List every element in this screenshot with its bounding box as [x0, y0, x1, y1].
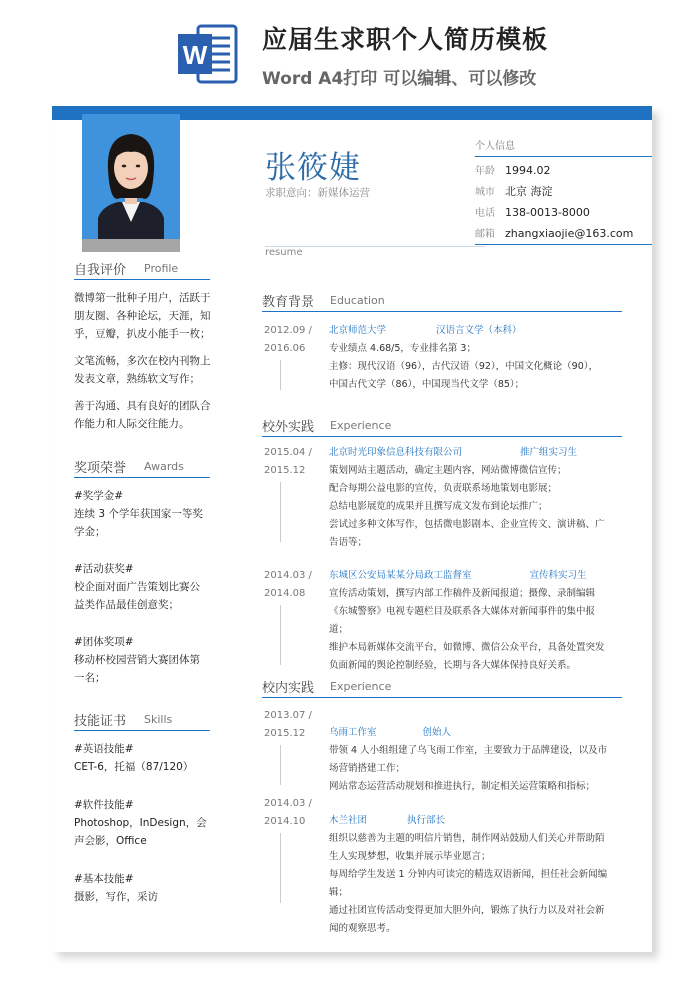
info-row-email [475, 225, 633, 240]
entry-line: 维护本局新媒体交流平台，如微博、微信公众平台，具备处置突发 [329, 642, 605, 653]
skill-group [74, 796, 212, 850]
education-section-header [262, 290, 622, 312]
entry-line: 组织以慈善为主题的明信片销售，制作网站鼓励人们关心并帮助陌 [329, 833, 605, 844]
info-row-phone [475, 204, 590, 219]
external-section-header [262, 415, 622, 437]
info-heading: 个人信息 [475, 141, 515, 152]
entry-line: 网站常态运营活动规划和推进执行，制定相关运营策略和指标； [329, 781, 596, 792]
company-name: 东城区公安局某某分局政工监督室 [329, 570, 472, 581]
date-start: 2012.09 / [264, 325, 312, 336]
award-line: #活动获奖# [74, 563, 134, 575]
company-name: 北京时光印象信息科技有限公司 [329, 447, 463, 458]
external-title-cn: 校外实践 [262, 420, 315, 435]
experience-entry [329, 724, 625, 796]
info-label: 年龄 [475, 166, 495, 177]
entry-line: 策划网站主题活动，确定主题内容，网站微博微信宣传； [329, 465, 567, 476]
date-end: 2014.08 [264, 588, 306, 599]
job-role: 创始人 [422, 727, 452, 738]
award-group [74, 487, 212, 541]
entry-line: 总结电影展览的成果并且撰写成文发布到论坛推广； [329, 501, 548, 512]
date-start: 2015.04 / [264, 447, 312, 458]
awards-title-en: Awards [144, 460, 184, 473]
skill-line: Photoshop，InDesign，会 [74, 817, 207, 829]
timeline-line [280, 605, 281, 665]
internal-title-cn: 校内实践 [262, 681, 315, 696]
profile-line: 微博第一批种子用户，活跃于 [74, 292, 211, 304]
info-row-age [475, 162, 551, 177]
info-row-city [475, 183, 553, 199]
education-entry [329, 322, 625, 394]
entry-line: 中国古代文学（86），中国现当代文学（85）； [329, 379, 525, 390]
info-divider [475, 156, 652, 157]
profile-line: 乎，豆瓣，扒皮小能手一枚； [74, 328, 211, 340]
entry-line: 配合每期公益电影的宣传，负责联系场地策划电影展； [329, 483, 558, 494]
experience-entry [329, 812, 625, 938]
award-group [74, 560, 212, 614]
timeline-line [280, 360, 281, 390]
entry-line: 场营销搭建工作； [329, 763, 406, 774]
date-start: 2014.03 / [264, 798, 312, 809]
profile-paragraph [74, 352, 212, 388]
experience-date [264, 567, 324, 603]
date-end: 2016.06 [264, 343, 306, 354]
awards-title-cn: 奖项荣誉 [74, 461, 127, 476]
award-line: 校企面对面广告策划比赛公 [74, 581, 200, 593]
entry-line: 生人实现梦想，收集并展示毕业愿言； [329, 851, 491, 862]
skill-line: 声会影，Office [74, 835, 147, 847]
skill-group [74, 740, 212, 776]
email-link[interactable]: zhangxiaojie@163.com [505, 227, 634, 240]
skills-section-header [74, 709, 210, 731]
education-title-en: Education [330, 294, 385, 307]
date-end: 2015.12 [264, 728, 306, 739]
info-label: 邮箱 [475, 229, 495, 240]
job-role: 宣传科实习生 [529, 570, 587, 581]
profile-line: 朋友圈、各种论坛，天涯，知 [74, 310, 211, 322]
major: 汉语言文学（本科） [436, 325, 522, 336]
info-value: 138-0013-8000 [505, 206, 590, 219]
profile-line: 善于沟通、具有良好的团队合 [74, 400, 211, 412]
skill-line: #软件技能# [74, 799, 134, 811]
info-value: 北京 海淀 [505, 185, 553, 198]
candidate-name: 张筱婕 [265, 150, 361, 186]
profile-line: 发表文章，熟练软文写作； [74, 373, 200, 385]
club-name: 木兰社团 [329, 815, 368, 826]
job-role: 推广组实习生 [520, 447, 578, 458]
experience-entry [329, 567, 625, 675]
avatar-photo [82, 114, 180, 239]
entry-line: 带领 4 人小组组建了乌飞雨工作室，主要致力于品牌建设，以及市 [329, 745, 608, 756]
skill-group [74, 870, 212, 906]
profile-line: 文笔流畅，多次在校内刊物上 [74, 355, 211, 367]
school-name: 北京师范大学 [329, 325, 387, 336]
experience-date [264, 795, 324, 831]
award-line: 连续 3 个学年获国家一等奖 [74, 508, 203, 520]
profile-paragraph [74, 397, 212, 433]
education-title-cn: 教育背景 [262, 295, 315, 310]
internal-section-header [262, 676, 622, 698]
info-value: 1994.02 [505, 164, 551, 177]
job-intent: 求职意向：新媒体运营 [265, 187, 370, 199]
experience-date [264, 707, 324, 743]
entry-line: 《东城警察》电视专题栏目及联系各大媒体对新闻事件的集中报 [329, 606, 596, 617]
profile-title-cn: 自我评价 [74, 263, 127, 278]
info-divider-bottom [475, 244, 652, 245]
timeline-line [280, 482, 281, 542]
awards-section-header [74, 456, 210, 478]
timeline-line [280, 745, 281, 785]
entry-line: 负面新闻的舆论控制经验，长期与各大媒体保持良好关系。 [329, 660, 577, 671]
skill-line: #基本技能# [74, 873, 134, 885]
entry-line: 道； [329, 624, 349, 635]
skill-line: 摄影，写作，采访 [74, 891, 158, 903]
skills-title-en: Skills [144, 713, 173, 726]
entry-line: 通过社团宣传活动变得更加大胆外向，锻炼了执行力以及对社会新 [329, 905, 605, 916]
skill-line: #英语技能# [74, 743, 134, 755]
skills-title-cn: 技能证书 [74, 714, 127, 729]
award-group [74, 633, 212, 687]
date-end: 2015.12 [264, 465, 306, 476]
entry-line: 闻的观察思考。 [329, 923, 396, 934]
resume-watermark-text: resume [265, 247, 303, 258]
internal-title-en: Experience [330, 680, 392, 693]
date-start: 2014.03 / [264, 570, 312, 581]
award-line: #奖学金# [74, 490, 124, 502]
profile-section-header [74, 258, 210, 280]
entry-line: 告语等； [329, 537, 368, 548]
award-line: 移动杯校园营销大赛团体第 [74, 654, 200, 666]
external-title-en: Experience [330, 419, 392, 432]
template-banner [0, 0, 700, 100]
experience-date [264, 444, 324, 480]
info-label: 城市 [475, 187, 495, 198]
entry-line: 辑； [329, 887, 349, 898]
job-role: 执行部长 [407, 815, 446, 826]
award-line: 一名； [74, 672, 106, 684]
entry-line: 每周给学生发送 1 分钟内可读完的精选双语新闻，担任社会新闻编 [329, 869, 608, 880]
word-doc-icon [176, 22, 240, 86]
entry-line: 专业绩点 4.68/5，专业排名第 3； [329, 343, 476, 354]
info-label: 电话 [475, 208, 495, 219]
profile-title-en: Profile [144, 262, 179, 275]
education-date [264, 322, 324, 358]
banner-subtitle: Word A4打印 可以编辑、可以修改 [262, 69, 537, 89]
experience-entry [329, 444, 625, 552]
award-line: 学金； [74, 526, 106, 538]
banner-title: 应届生求职个人简历模板 [262, 25, 549, 54]
award-line: 益类作品最佳创意奖； [74, 599, 179, 611]
timeline-line [280, 833, 281, 903]
award-line: #团体奖项# [74, 636, 134, 648]
date-start: 2013.07 / [264, 710, 312, 721]
entry-line: 宣传活动策划，撰写内部工作稿件及新闻报道；摄像、录制编辑 [329, 588, 596, 599]
studio-name: 乌雨工作室 [329, 727, 377, 738]
entry-line: 尝试过多种文体写作，包括微电影剧本、企业宣传文、演讲稿、广 [329, 519, 605, 530]
skill-line: CET-6，托福（87/120） [74, 761, 194, 773]
entry-line: 主修：现代汉语（96），古代汉语（92），中国文化概论（90）， [329, 361, 599, 372]
profile-line: 作能力和人际交往能力。 [74, 418, 190, 430]
resume-page [52, 106, 652, 952]
date-end: 2014.10 [264, 816, 306, 827]
svg-text:W: W [182, 40, 208, 70]
profile-paragraph [74, 289, 212, 343]
